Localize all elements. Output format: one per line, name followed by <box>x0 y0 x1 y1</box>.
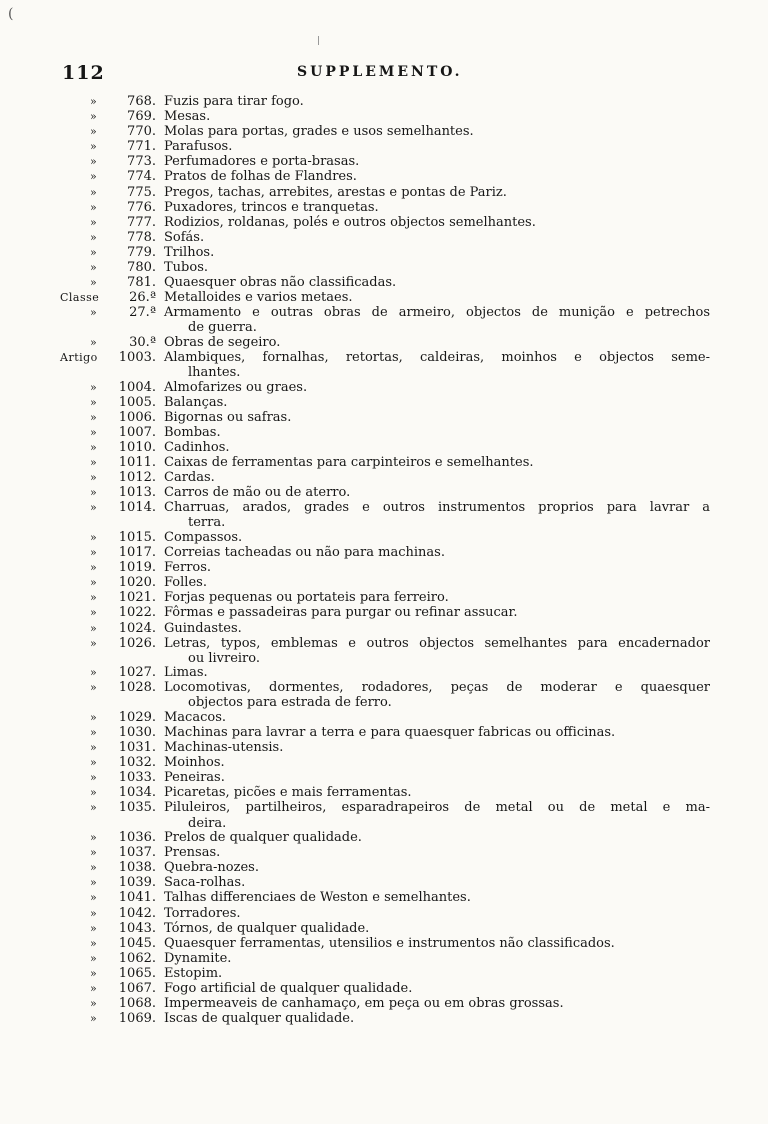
entry-text: Pratos de folhas de Flandres. <box>164 169 357 185</box>
list-item <box>0 800 768 815</box>
entry-number: 1017. <box>118 545 156 561</box>
entry-number: 1007. <box>118 424 156 440</box>
entry-number: 1021. <box>118 590 156 606</box>
entry-marker: » <box>90 530 97 544</box>
list-item-continuation <box>0 365 768 380</box>
entry-number: 781. <box>127 275 156 291</box>
entry-text: Mesas. <box>164 109 211 125</box>
entry-marker: » <box>90 606 97 620</box>
entry-marker: » <box>90 876 97 890</box>
entry-marker: » <box>90 576 97 590</box>
entry-number: 1019. <box>118 560 156 576</box>
entry-marker: » <box>90 170 97 184</box>
list-item <box>0 665 768 680</box>
entry-text: Balanças. <box>164 394 228 410</box>
entry-text: Fôrmas e passadeiras para purgar ou refinar assucar. <box>164 605 518 621</box>
entry-text: Torradores. <box>164 905 241 921</box>
entry-number: 1015. <box>118 529 156 545</box>
entry-number: 1010. <box>118 439 156 455</box>
entry-number: 1006. <box>118 409 156 425</box>
entry-text: Caixas de ferramentas para carpinteiros e semelhantes. <box>164 455 534 471</box>
entry-marker: » <box>90 306 97 320</box>
entry-text-continuation: objectos para estrada de ferro. <box>188 695 392 711</box>
list-item <box>0 545 768 560</box>
list-item <box>0 981 768 996</box>
entry-number: 1030. <box>118 724 156 740</box>
entry-text: Moinhos. <box>164 755 225 771</box>
list-item <box>0 755 768 770</box>
entry-marker: » <box>90 486 97 500</box>
entry-number: 1043. <box>118 920 156 936</box>
entry-marker: » <box>90 561 97 575</box>
entry-number: 1013. <box>118 485 156 501</box>
running-head: SUPPLEMENTO. <box>297 64 463 80</box>
entry-number: 777. <box>127 214 156 230</box>
list-item <box>0 1011 768 1026</box>
entry-marker: » <box>90 380 97 394</box>
page-header <box>62 62 482 84</box>
entry-text: Talhas differenciaes de Weston e semelhantes. <box>164 890 471 906</box>
entry-number: 1034. <box>118 785 156 801</box>
entry-text-continuation: lhantes. <box>188 365 241 381</box>
entry-number: 1069. <box>118 1011 156 1027</box>
list-item <box>0 875 768 890</box>
entry-marker: » <box>90 771 97 785</box>
list-item <box>0 830 768 845</box>
list-item <box>0 305 768 320</box>
list-item <box>0 710 768 725</box>
entry-text: Carros de mão ou de aterro. <box>164 485 351 501</box>
list-item <box>0 335 768 350</box>
entry-marker: » <box>90 997 97 1011</box>
entry-list <box>0 94 768 1026</box>
entry-text: Charruas, arados, grades e outros instrumentos proprios para lavrar a <box>164 500 710 516</box>
list-item <box>0 890 768 905</box>
entry-text: Alambiques, fornalhas, retortas, caldeiras, moinhos e objectos seme- <box>164 350 710 365</box>
entry-number: 26.ª <box>129 290 156 306</box>
list-item <box>0 951 768 966</box>
entry-text: Piluleiros, partilheiros, esparadrapeiros de metal ou de metal e ma- <box>164 800 710 816</box>
list-item <box>0 350 768 365</box>
list-item <box>0 785 768 800</box>
entry-text-continuation: de guerra. <box>188 320 257 336</box>
entry-number: 1035. <box>118 800 156 816</box>
list-item <box>0 455 768 470</box>
entry-number: 1036. <box>118 830 156 846</box>
entry-text: Bombas. <box>164 424 221 440</box>
entry-marker: » <box>90 786 97 800</box>
entry-number: 1033. <box>118 770 156 786</box>
entry-marker: » <box>90 276 97 290</box>
entry-number: 769. <box>127 109 156 125</box>
list-item <box>0 845 768 860</box>
entry-number: 1003. <box>118 350 156 365</box>
list-item <box>0 425 768 440</box>
list-item <box>0 215 768 230</box>
entry-marker: » <box>90 440 97 454</box>
entry-marker: » <box>90 395 97 409</box>
list-item-continuation <box>0 651 768 666</box>
page-number: 112 <box>62 62 105 84</box>
entry-marker: » <box>90 981 97 995</box>
list-item <box>0 395 768 410</box>
list-item-continuation <box>0 320 768 335</box>
entry-text: Picaretas, picões e mais ferramentas. <box>164 785 412 801</box>
entry-number: 1039. <box>118 875 156 891</box>
list-item <box>0 740 768 755</box>
list-item <box>0 290 768 305</box>
entry-text: Perfumadores e porta-brasas. <box>164 154 360 170</box>
entry-number: 1004. <box>118 379 156 395</box>
entry-text: Fuzis para tirar fogo. <box>164 94 304 109</box>
list-item <box>0 380 768 395</box>
list-item <box>0 500 768 515</box>
list-item-continuation <box>0 816 768 831</box>
entry-text: Pregos, tachas, arrebites, arestas e pontas de Pariz. <box>164 184 507 200</box>
entry-text: Obras de segeiro. <box>164 334 281 350</box>
entry-marker: » <box>90 95 97 108</box>
entry-text: Dynamite. <box>164 950 232 966</box>
entry-number: 1028. <box>118 680 156 696</box>
list-item <box>0 921 768 936</box>
list-item <box>0 245 768 260</box>
entry-text: Tórnos, de qualquer qualidade. <box>164 920 370 936</box>
entry-number: 773. <box>127 154 156 170</box>
entry-number: 1005. <box>118 394 156 410</box>
entry-number: 1020. <box>118 575 156 591</box>
list-item <box>0 560 768 575</box>
entry-number: 1027. <box>118 665 156 681</box>
entry-text: Macacos. <box>164 709 227 725</box>
entry-marker: » <box>90 155 97 169</box>
entry-number: 1038. <box>118 860 156 876</box>
entry-text: Parafusos. <box>164 139 233 155</box>
entry-text: Limas. <box>164 665 208 681</box>
list-item <box>0 636 768 651</box>
entry-text: Armamento e outras obras de armeiro, objectos de munição e petrechos <box>164 305 710 321</box>
entry-text-continuation: terra. <box>188 515 226 531</box>
entry-text: Prelos de qualquer qualidade. <box>164 830 362 846</box>
entry-marker: » <box>90 335 97 349</box>
entry-marker: » <box>90 621 97 635</box>
list-item <box>0 996 768 1011</box>
entry-marker: » <box>90 666 97 680</box>
entry-text: Metalloides e varios metaes. <box>164 290 353 306</box>
entry-number: 775. <box>127 184 156 200</box>
entry-text: Fogo artificial de qualquer qualidade. <box>164 980 413 996</box>
entry-text: Impermeaveis de canhamaço, em peça ou em obras grossas. <box>164 996 564 1012</box>
list-item <box>0 621 768 636</box>
entry-marker: » <box>90 185 97 199</box>
list-item <box>0 410 768 425</box>
list-item <box>0 169 768 184</box>
list-item <box>0 936 768 951</box>
entry-number: 774. <box>127 169 156 185</box>
entry-marker: » <box>90 861 97 875</box>
list-item <box>0 590 768 605</box>
entry-number: 776. <box>127 199 156 215</box>
entry-text: Estopim. <box>164 965 223 981</box>
entry-marker: » <box>90 245 97 259</box>
entry-marker: » <box>90 936 97 950</box>
list-item <box>0 966 768 981</box>
entry-text: Bigornas ou safras. <box>164 409 292 425</box>
entry-number: 780. <box>127 260 156 276</box>
entry-text-continuation: deira. <box>188 815 227 831</box>
entry-text: Quaesquer obras não classificadas. <box>164 275 397 291</box>
entry-text: Rodizios, roldanas, polés e outros objectos semelhantes. <box>164 214 536 230</box>
entry-marker: » <box>90 261 97 275</box>
entry-number: 1037. <box>118 845 156 861</box>
entry-marker: » <box>90 710 97 724</box>
entry-marker: » <box>90 636 97 650</box>
entry-text: Machinas-utensis. <box>164 740 284 756</box>
list-item <box>0 605 768 620</box>
entry-number: 1022. <box>118 605 156 621</box>
entry-number: 1014. <box>118 500 156 516</box>
list-item <box>0 94 768 109</box>
entry-number: 1029. <box>118 709 156 725</box>
list-item-continuation <box>0 695 768 710</box>
list-item <box>0 139 768 154</box>
entry-marker: Classe <box>60 291 100 305</box>
entry-text: Forjas pequenas ou portateis para ferreiro. <box>164 590 449 606</box>
entry-number: 1012. <box>118 470 156 486</box>
entry-marker: » <box>90 230 97 244</box>
list-item <box>0 770 768 785</box>
entry-text: Saca-rolhas. <box>164 875 246 891</box>
entry-text: Ferros. <box>164 560 212 576</box>
entry-text: Tubos. <box>164 260 208 276</box>
entry-text: Locomotivas, dormentes, rodadores, peças de moderar e quaesquer <box>164 680 710 696</box>
list-item <box>0 470 768 485</box>
list-item-continuation <box>0 515 768 530</box>
list-item <box>0 230 768 245</box>
entry-number: 1045. <box>118 935 156 951</box>
list-item <box>0 906 768 921</box>
list-item <box>0 275 768 290</box>
entry-number: 778. <box>127 229 156 245</box>
entry-marker: » <box>90 966 97 980</box>
entry-text-continuation: ou livreiro. <box>188 650 261 666</box>
entry-number: 1065. <box>118 965 156 981</box>
entry-number: 27.ª <box>129 305 156 321</box>
list-item <box>0 185 768 200</box>
entry-marker: » <box>90 831 97 845</box>
list-item <box>0 200 768 215</box>
entry-marker: » <box>90 425 97 439</box>
entry-text: Molas para portas, grades e usos semelhantes. <box>164 124 474 140</box>
print-tick-mark <box>318 36 319 45</box>
entry-marker: » <box>90 921 97 935</box>
entry-marker: » <box>90 801 97 815</box>
entry-marker: » <box>90 471 97 485</box>
margin-glyph: ( <box>8 6 14 22</box>
entry-text: Guindastes. <box>164 620 242 636</box>
entry-text: Quaesquer ferramentas, utensilios e instrumentos não classificados. <box>164 935 615 951</box>
entry-marker: » <box>90 140 97 154</box>
entry-number: 1011. <box>118 455 156 471</box>
entry-number: 1042. <box>118 905 156 921</box>
entry-marker: » <box>90 110 97 124</box>
entry-text: Sofás. <box>164 229 205 245</box>
entry-number: 1068. <box>118 996 156 1012</box>
entry-number: 1041. <box>118 890 156 906</box>
entry-marker: » <box>90 681 97 695</box>
entry-text: Peneiras. <box>164 770 225 786</box>
entry-marker: » <box>90 951 97 965</box>
entry-number: 1024. <box>118 620 156 636</box>
list-item <box>0 680 768 695</box>
list-item <box>0 485 768 500</box>
entry-text: Cardas. <box>164 470 215 486</box>
entry-text: Letras, typos, emblemas e outros objectos semelhantes para encadernador <box>164 635 710 651</box>
entry-number: 768. <box>127 94 156 109</box>
entry-marker: » <box>90 906 97 920</box>
entry-marker: » <box>90 846 97 860</box>
entry-marker: » <box>90 1012 97 1026</box>
list-item <box>0 154 768 169</box>
entry-text: Trilhos. <box>164 244 215 260</box>
list-item <box>0 109 768 124</box>
entry-number: 1031. <box>118 740 156 756</box>
entry-marker: » <box>90 501 97 515</box>
list-item <box>0 575 768 590</box>
entry-number: 1067. <box>118 980 156 996</box>
entry-number: 1032. <box>118 755 156 771</box>
entry-text: Machinas para lavrar a terra e para quaesquer fabricas ou officinas. <box>164 724 616 740</box>
entry-marker: » <box>90 591 97 605</box>
list-item <box>0 440 768 455</box>
entry-text: Quebra-nozes. <box>164 860 259 876</box>
list-item <box>0 530 768 545</box>
entry-number: 770. <box>127 124 156 140</box>
entry-number: 1062. <box>118 950 156 966</box>
entry-marker: » <box>90 546 97 560</box>
entry-text: Folles. <box>164 575 207 591</box>
entry-marker: » <box>90 741 97 755</box>
list-item <box>0 860 768 875</box>
entry-text: Iscas de qualquer qualidade. <box>164 1011 355 1027</box>
entry-text: Puxadores, trincos e tranquetas. <box>164 199 379 215</box>
list-item <box>0 260 768 275</box>
entry-marker: » <box>90 756 97 770</box>
entry-marker: Artigo <box>60 351 98 364</box>
entry-text: Cadinhos. <box>164 439 230 455</box>
entry-text: Compassos. <box>164 529 243 545</box>
list-item <box>0 725 768 740</box>
entry-marker: » <box>90 215 97 229</box>
entry-number: 1026. <box>118 635 156 651</box>
entry-marker: » <box>90 725 97 739</box>
entry-marker: » <box>90 891 97 905</box>
entry-marker: » <box>90 456 97 470</box>
entry-marker: » <box>90 200 97 214</box>
entry-number: 771. <box>127 139 156 155</box>
entry-number: 30.ª <box>129 334 156 350</box>
entry-number: 779. <box>127 244 156 260</box>
list-item <box>0 124 768 139</box>
entry-marker: » <box>90 125 97 139</box>
entry-text: Correias tacheadas ou não para machinas. <box>164 545 445 561</box>
entry-text: Prensas. <box>164 845 221 861</box>
entry-marker: » <box>90 410 97 424</box>
entry-text: Almofarizes ou graes. <box>164 379 308 395</box>
